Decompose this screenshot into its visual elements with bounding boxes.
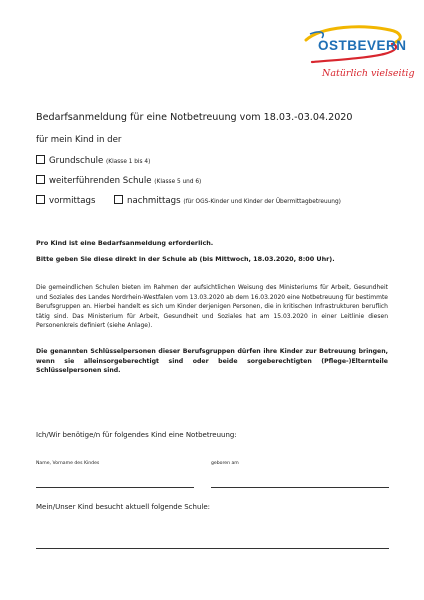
child-name-label: Name, Vorname des Kindes [36, 461, 100, 466]
child-name-field[interactable] [36, 487, 194, 488]
birthdate-field[interactable] [211, 487, 389, 488]
grundschule-checkbox[interactable] [36, 155, 45, 164]
for-child-label: für mein Kind in der [36, 135, 122, 145]
nachmittags-label: nachmittags [127, 196, 181, 206]
school-statement: Mein/Unser Kind besucht aktuell folgende Schule: [36, 503, 211, 511]
document-title: Bedarfsanmeldung für eine Notbetreuung vom 18.03.-03.04.2020 [36, 112, 353, 123]
vormittags-label: vormittags [49, 196, 96, 206]
nachmittags-checkbox[interactable] [114, 195, 123, 204]
ostbevern-logo [292, 20, 415, 90]
notice-one-per-child: Pro Kind ist eine Bedarfsanmeldung erforderlich. [36, 239, 214, 247]
option-nachmittags[interactable] [114, 195, 341, 206]
option-vormittags[interactable] [36, 195, 95, 206]
notice-submit-deadline: Bitte geben Sie diese direkt in der Schule ab (bis Mittwoch, 18.03.2020, 8:00 Uhr). [36, 255, 335, 263]
logo-swoosh-graphic [292, 20, 410, 90]
logo-wordmark: OSTBEVERN [318, 38, 407, 53]
option-weiterfuehrende-schule[interactable] [36, 175, 201, 186]
grundschule-note: (Klasse 1 bis 4) [106, 159, 151, 165]
birthdate-label: geboren am [211, 461, 239, 466]
weiterfuehrende-checkbox[interactable] [36, 175, 45, 184]
weiterfuehrende-label: weiterführenden Schule [49, 176, 152, 186]
need-statement: Ich/Wir benötige/n für folgendes Kind eine Notbetreuung: [36, 431, 237, 439]
grundschule-label: Grundschule [49, 156, 104, 166]
school-name-field[interactable] [36, 548, 389, 549]
option-grundschule[interactable] [36, 155, 150, 166]
info-paragraph: Die gemeindlichen Schulen bieten im Rahmen der aufsichtlichen Weisung des Ministeriums für Arbeit, Gesundheit und Soziales des Landes Nordrhein-Westfalen vom 13.03.2020 ab dem 16.03.2020 eine Notbetreuung für bestimmte Berufsgruppen an. Hierbei handelt es sich um Kinder derjenigen Personen, die in kritischen Infrastrukturen beruflich tätig sind. Das Ministerium für Arbeit, Gesundheit und Soziales hat am 15.03.2020 in einer Leitlinie diesen Personenkreis definiert (siehe Anlage). [36, 284, 388, 330]
logo-tagline: Natürlich vielseitig [322, 68, 415, 79]
nachmittags-note: (für OGS-Kinder und Kinder der Übermittagbetreuung) [183, 199, 341, 205]
key-persons-paragraph: Die genannten Schlüsselpersonen dieser Berufsgruppen dürfen ihre Kinder zur Betreuung bringen, wenn sie alleinsorgeberechtigt sind oder beide sorgeberechtigten (Pflege-)Elternteile Schlüsselpersonen sind. [36, 348, 388, 375]
vormittags-checkbox[interactable] [36, 195, 45, 204]
weiterfuehrende-note: (Klasse 5 und 6) [154, 179, 202, 185]
